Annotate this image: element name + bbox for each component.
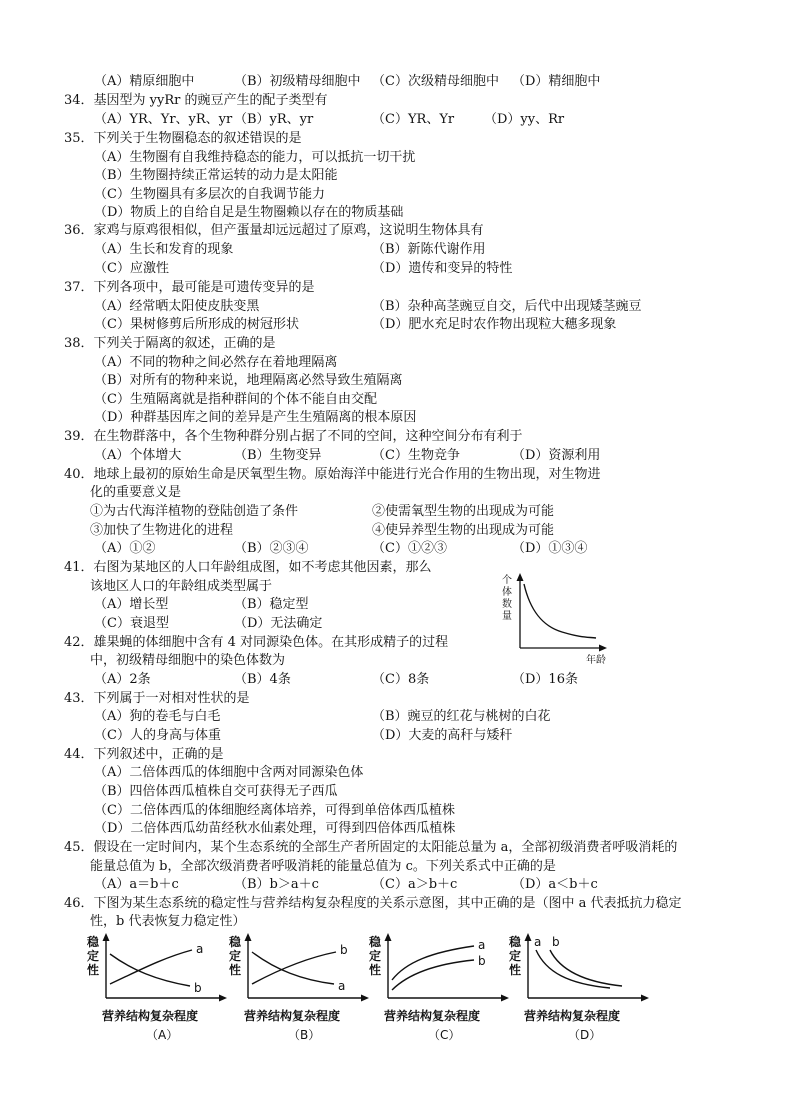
q38-stem: 38．下列关于隔离的叙述，正确的是 bbox=[64, 336, 276, 351]
q41-ylabel-2: 体 bbox=[502, 587, 512, 598]
q41-y-arrow bbox=[517, 573, 524, 581]
q46a-xlabel: 营养结构复杂程度 bbox=[102, 1009, 199, 1023]
q46-stem-line1: 46．下图为某生态系统的稳定性与营养结构复杂程度的关系示意图，其中正确的是（图中 a 代表抵抗力稳定 bbox=[64, 896, 682, 911]
q46a-ylabel-3: 性 bbox=[87, 963, 100, 977]
q33-option-b: （B）初级精母细胞中 bbox=[234, 74, 361, 89]
q40-option-d: （D）①③④ bbox=[512, 541, 588, 556]
q40-item-3: ③加快了生物进化的进程 bbox=[90, 523, 234, 538]
q38-option-a: （A）不同的物种之间必然存在着地理隔离 bbox=[94, 355, 338, 370]
q46d-curve-b bbox=[550, 950, 622, 986]
q46a-curve-a bbox=[110, 950, 192, 984]
q46-figure-d bbox=[506, 932, 654, 1044]
q39-option-b: （B）生物变异 bbox=[234, 448, 322, 463]
q41-option-b: （B）稳定型 bbox=[234, 597, 309, 612]
q46b-ylabel-2: 定 bbox=[229, 949, 242, 963]
q46b-curve-b bbox=[252, 952, 336, 984]
q46b-ylabel-1: 稳 bbox=[229, 935, 242, 949]
q38-option-b: （B）对所有的物种来说，地理隔离必然导致生殖隔离 bbox=[94, 373, 403, 388]
q46a-ylabel-1: 稳 bbox=[87, 935, 100, 949]
q42-option-a: （A）2条 bbox=[94, 672, 151, 687]
q45-stem-line2: 能量总值为 b，全部次级消费者呼吸消耗的能量总值为 c。下列关系式中正确的是 bbox=[90, 859, 556, 874]
q44-stem: 44．下列叙述中，正确的是 bbox=[64, 747, 224, 762]
q37-option-b: （B）杂种高茎豌豆自交，后代中出现矮茎豌豆 bbox=[372, 299, 642, 314]
q39-option-d: （D）资源利用 bbox=[512, 448, 601, 463]
q46a-label-b: b bbox=[194, 981, 202, 995]
q34-option-a: （A）YR、Yr、yR、yr bbox=[94, 112, 233, 127]
q45-option-c: （C）a＞b＋c bbox=[372, 877, 458, 892]
q41-stem-line2: 该地区人口的年龄组成类型属于 bbox=[90, 579, 273, 594]
q46a-ylabel-2: 定 bbox=[87, 949, 100, 963]
q44-option-c: （C）二倍体西瓜的体细胞经离体培养，可得到单倍体西瓜植株 bbox=[94, 803, 455, 818]
q40-item-4: ④使异养型生物的出现成为可能 bbox=[372, 523, 555, 538]
q41-option-a: （A）增长型 bbox=[94, 597, 169, 612]
q46c-ylabel-1: 稳 bbox=[369, 935, 382, 949]
q43-option-c: （C）人的身高与体重 bbox=[94, 728, 221, 743]
q44-option-d: （D）二倍体西瓜幼苗经秋水仙素处理，可得到四倍体西瓜植株 bbox=[94, 821, 456, 836]
q33-option-d: （D）精细胞中 bbox=[512, 74, 601, 89]
q37-option-d: （D）肥水充足时农作物出现粒大穗多现象 bbox=[372, 317, 617, 332]
q36-stem: 36．家鸡与原鸡很相似，但产蛋量却远远超过了原鸡，这说明生物体具有 bbox=[64, 223, 484, 238]
q46b-xlabel: 营养结构复杂程度 bbox=[244, 1009, 341, 1023]
q39-stem: 39．在生物群落中，各个生物种群分别占据了不同的空间，这种空间分布有利于 bbox=[64, 429, 523, 444]
q38-option-c: （C）生殖隔离就是指种群间的个体不能自由交配 bbox=[94, 392, 377, 407]
q40-stem-line1: 40．地球上最初的原始生命是厌氧型生物。原始海洋中能进行光合作用的生物出现，对生物进 bbox=[64, 467, 601, 482]
q46b-label-a: a bbox=[338, 979, 346, 993]
q35-option-c: （C）生物圈具有多层次的自我调节能力 bbox=[94, 187, 325, 202]
q46c-ylabel-3: 性 bbox=[369, 963, 382, 977]
q46a-label-a: a bbox=[196, 942, 204, 956]
q34-option-d: （D）yy、Rr bbox=[484, 112, 565, 127]
q43-stem: 43．下列属于一对相对性状的是 bbox=[64, 691, 250, 706]
q45-option-b: （B）b＞a＋c bbox=[234, 877, 319, 892]
q46b-label-b: b bbox=[340, 943, 348, 957]
q46b-curve-a bbox=[252, 952, 334, 984]
q41-ylabel-1: 个 bbox=[502, 575, 512, 586]
q40-option-a: （A）①② bbox=[94, 541, 156, 556]
q34-stem: 34．基因型为 yyRr 的豌豆产生的配子类型有 bbox=[64, 93, 328, 108]
q46d-caption: （D） bbox=[568, 1028, 602, 1042]
q40-stem-line2: 化的重要意义是 bbox=[90, 485, 182, 500]
q43-option-d: （D）大麦的高秆与矮秆 bbox=[372, 728, 513, 743]
q40-option-c: （C）①②③ bbox=[372, 541, 447, 556]
q46-figure-c bbox=[366, 932, 514, 1044]
q37-option-a: （A）经常晒太阳使皮肤变黑 bbox=[94, 299, 260, 314]
q42-option-b: （B）4条 bbox=[234, 672, 291, 687]
q36-option-b: （B）新陈代谢作用 bbox=[372, 242, 486, 257]
q41-stem-line1: 41．右图为某地区的人口年龄组成图，如不考虑其他因素，那么 bbox=[64, 560, 432, 575]
q39-option-c: （C）生物竞争 bbox=[372, 448, 460, 463]
q41-xlabel: 年龄 bbox=[586, 655, 606, 666]
q46-stem-line2: 性，b 代表恢复力稳定性） bbox=[90, 914, 246, 929]
q40-item-2: ②使需氧型生物的出现成为可能 bbox=[372, 504, 555, 519]
q46c-ylabel-2: 定 bbox=[369, 949, 382, 963]
q42-option-d: （D）16条 bbox=[512, 672, 578, 687]
q45-option-a: （A）a＝b＋c bbox=[94, 877, 179, 892]
q46b-caption: （B） bbox=[288, 1028, 321, 1042]
q41-option-c: （C）衰退型 bbox=[94, 616, 169, 631]
q46c-xlabel: 营养结构复杂程度 bbox=[384, 1009, 481, 1023]
q42-stem-line2: 中，初级精母细胞中的染色体数为 bbox=[90, 653, 286, 668]
q42-stem-line1: 42．雄果蝇的体细胞中含有 4 对同源染色体。在其形成精子的过程 bbox=[64, 635, 449, 650]
q33-option-c: （C）次级精母细胞中 bbox=[372, 74, 499, 89]
q39-option-a: （A）个体增大 bbox=[94, 448, 182, 463]
q46d-xlabel: 营养结构复杂程度 bbox=[524, 1009, 621, 1023]
q46c-label-a: a bbox=[478, 938, 486, 952]
q44-option-b: （B）四倍体西瓜植株自交可获得无子西瓜 bbox=[94, 784, 338, 799]
q34-option-b: （B）yR、yr bbox=[234, 112, 314, 127]
q40-option-b: （B）②③④ bbox=[234, 541, 309, 556]
q46a-caption: （A） bbox=[146, 1028, 179, 1042]
q46-figure-b bbox=[226, 932, 374, 1044]
q46-figure-a bbox=[84, 932, 232, 1044]
q46d-label-a: a bbox=[534, 935, 542, 949]
q46a-curve-b bbox=[110, 954, 190, 986]
q41-ylabel-4: 量 bbox=[502, 611, 512, 622]
q43-option-b: （B）豌豆的红花与桃树的白花 bbox=[372, 709, 551, 724]
q43-option-a: （A）狗的卷毛与白毛 bbox=[94, 709, 221, 724]
q34-option-c: （C）YR、Yr bbox=[372, 112, 455, 127]
q37-option-c: （C）果树修剪后所形成的树冠形状 bbox=[94, 317, 299, 332]
q45-stem-line1: 45．假设在一定时间内，某个生态系统的全部生产者所固定的太阳能总量为 a，全部初级消费者呼吸消耗的 bbox=[64, 840, 678, 855]
q33-option-a: （A）精原细胞中 bbox=[94, 74, 195, 89]
q35-option-a: （A）生物圈有自我维持稳态的能力，可以抵抗一切干扰 bbox=[94, 150, 416, 165]
q45-option-d: （D）a＜b＋c bbox=[512, 877, 598, 892]
q35-option-b: （B）生物圈持续正常运转的动力是太阳能 bbox=[94, 168, 338, 183]
q46c-label-b: b bbox=[478, 954, 486, 968]
q44-option-a: （A）二倍体西瓜的体细胞中含两对同源染色体 bbox=[94, 765, 364, 780]
q42-option-c: （C）8条 bbox=[372, 672, 430, 687]
q46d-label-b: b bbox=[552, 935, 560, 949]
q46c-curve-a bbox=[392, 946, 474, 980]
q37-stem: 37．下列各项中，最可能是可遗传变异的是 bbox=[64, 280, 315, 295]
q41-option-d: （D）无法确定 bbox=[234, 616, 323, 631]
q46b-ylabel-3: 性 bbox=[229, 963, 242, 977]
q46d-ylabel-3: 性 bbox=[509, 963, 522, 977]
q36-option-d: （D）遗传和变异的特性 bbox=[372, 261, 513, 276]
q41-curve bbox=[524, 584, 596, 638]
q46c-curve-b bbox=[392, 960, 474, 990]
q41-ylabel-3: 数 bbox=[502, 599, 512, 610]
q46c-caption: （C） bbox=[428, 1028, 461, 1042]
q40-item-1: ①为古代海洋植物的登陆创造了条件 bbox=[90, 504, 299, 519]
q38-option-d: （D）种群基因库之间的差异是产生生殖隔离的根本原因 bbox=[94, 410, 417, 425]
q35-option-d: （D）物质上的自给自足是生物圈赖以存在的物质基础 bbox=[94, 205, 404, 220]
q41-age-figure bbox=[500, 570, 612, 666]
q41-x-arrow bbox=[599, 645, 607, 652]
q36-option-a: （A）生长和发育的现象 bbox=[94, 242, 234, 257]
q46d-ylabel-1: 稳 bbox=[509, 935, 522, 949]
q46d-ylabel-2: 定 bbox=[509, 949, 522, 963]
q35-stem: 35．下列关于生物圈稳态的叙述错误的是 bbox=[64, 131, 302, 146]
q36-option-c: （C）应激性 bbox=[94, 261, 169, 276]
